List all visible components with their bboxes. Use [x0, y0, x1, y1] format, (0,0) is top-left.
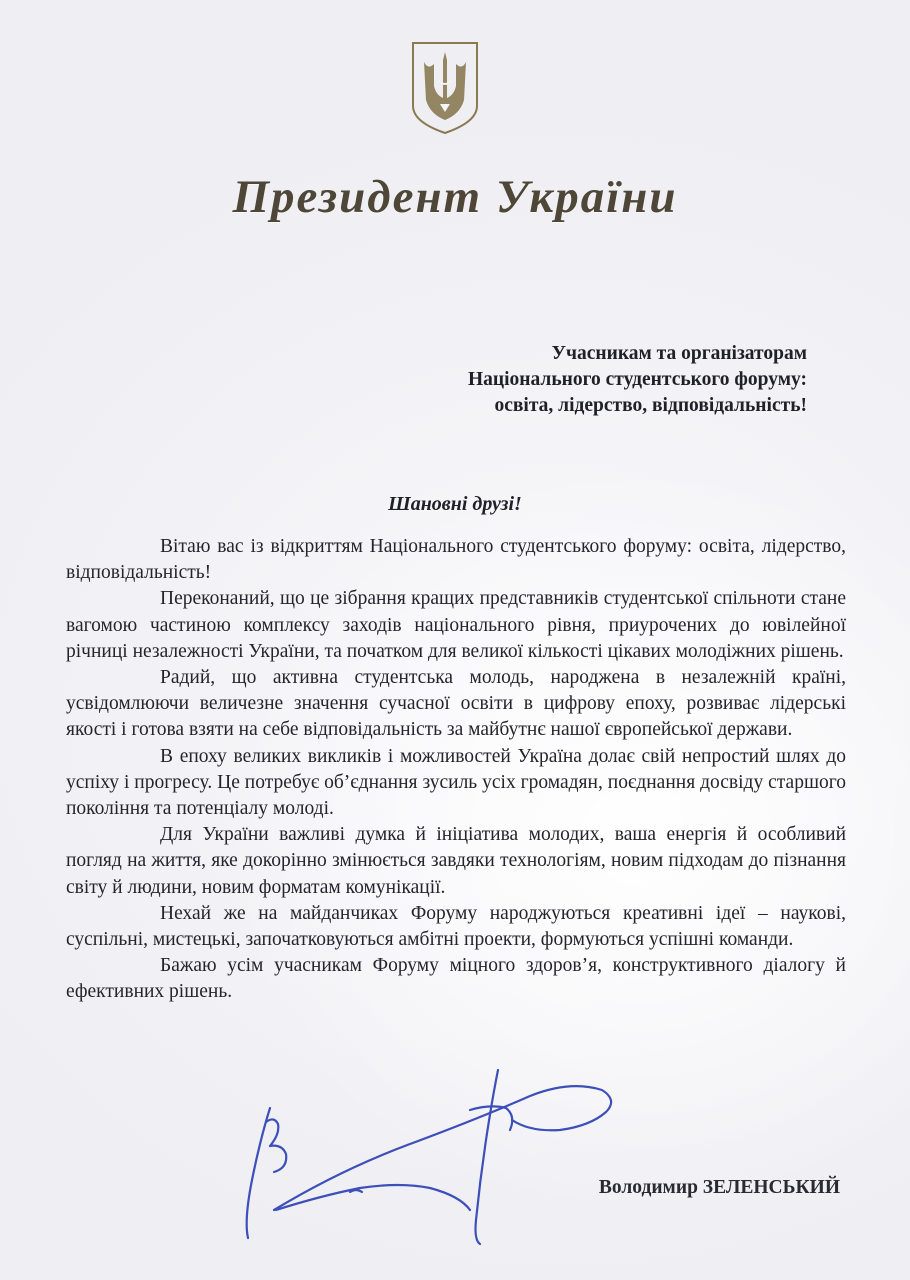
- letter-body: [66, 534, 846, 1006]
- addressee-line: освіта, лідерство, відповідальність!: [494, 395, 807, 416]
- addressee-block: [387, 341, 807, 419]
- addressee-line: Учасникам та організаторам: [551, 343, 807, 364]
- handwritten-signature-icon: [230, 1060, 630, 1260]
- body-paragraph: Радий, що активна студентська молодь, народжена в незалежній країні, усвідомлюючи величезне значення сучасної освіти в цифрову епоху, розвиває лідерські якості і готова взяти на себе відповідальність за майбутнє нашої європейської держави.: [66, 667, 846, 741]
- body-paragraph: Для України важливі думка й ініціатива молодих, ваша енергія й особливий погляд на життя, яке докорінно змінюється завдяки технологіям, новим підходам до пізнання світу й людини, новим форматам комунікації.: [66, 824, 846, 898]
- trident-coat-of-arms-icon: [410, 40, 480, 136]
- body-paragraph: Вітаю вас із відкриттям Національного студентського форуму: освіта, лідерство, відповідальність!: [66, 536, 846, 584]
- letterhead-title: Президент України: [232, 171, 678, 223]
- salutation: Шановні друзі!: [388, 493, 522, 515]
- addressee-line: Національного студентського форуму:: [467, 369, 807, 390]
- body-paragraph: В епоху великих викликів і можливостей Україна долає свій непростий шлях до успіху і прогресу. Це потребує об’єднання зусиль усіх громадян, поєднання досвіду старшого покоління та потенціалу молоді.: [66, 745, 846, 820]
- signatory-name: Володимир ЗЕЛЕНСЬКИЙ: [598, 1177, 840, 1198]
- body-paragraph: Нехай же на майданчиках Форуму народжуються креативні ідеї – наукові, суспільні, мистецькі, започатковуються амбітні проекти, формуються успішні команди.: [66, 902, 846, 951]
- body-paragraph: Переконаний, що це зібрання кращих представників студентської спільноти стане вагомою частиною комплексу заходів національного рівня, приурочених до ювілейної річниці незалежності України, та початком для великої кількості цікавих молодіжних рішень.: [66, 588, 846, 662]
- body-paragraph: Бажаю усім учасникам Форуму міцного здоров’я, конструктивного діалогу й ефективних рішень.: [66, 955, 846, 1003]
